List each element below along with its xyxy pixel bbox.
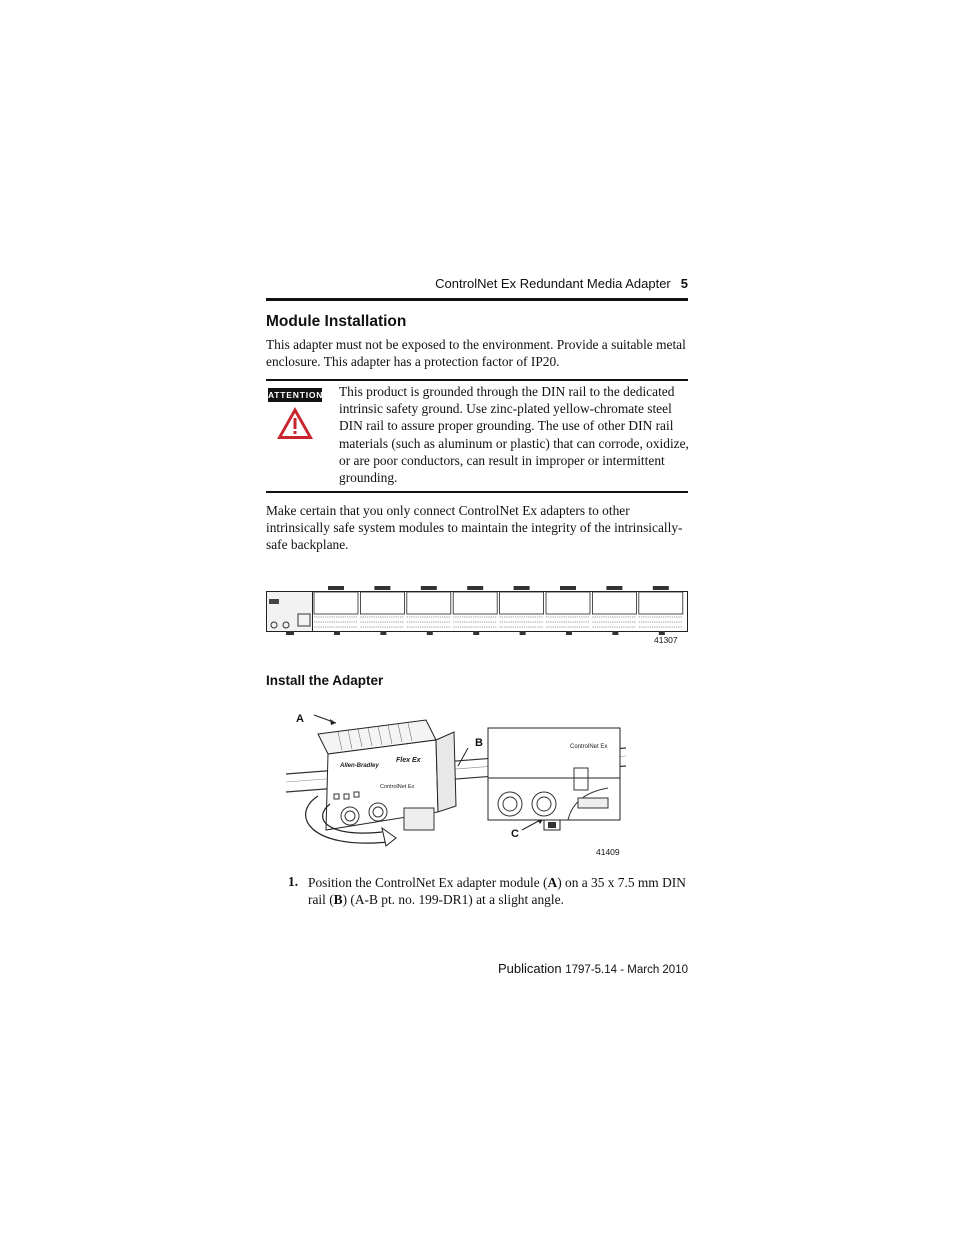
product-label-left: ControlNet Ex — [380, 784, 415, 790]
module-part — [639, 592, 683, 614]
running-header — [420, 276, 688, 291]
module-part — [612, 631, 618, 635]
intro-paragraph: This adapter must not be exposed to the environment. Provide a suitable metal enclosure. This adapter has a protection factor of IP20. — [266, 337, 686, 370]
module-part — [453, 592, 497, 614]
module-part — [606, 586, 622, 590]
module-part — [407, 592, 451, 614]
figure-2-number: 41409 — [596, 847, 620, 857]
flex-ex-label: Flex Ex — [396, 757, 421, 764]
connection-paragraph: Make certain that you only connect ControlNet Ex adapters to other intrinsically safe system modules to maintain the integrity of the intrinsically-safe backplane. — [266, 503, 683, 553]
module-part — [592, 592, 636, 614]
warning-triangle-icon — [276, 406, 314, 440]
module-part — [500, 592, 544, 614]
module-part — [427, 631, 433, 635]
module-part — [473, 631, 479, 635]
brand-label: Allen-Bradley — [340, 763, 379, 769]
callout-c: C — [511, 828, 519, 840]
module-part — [328, 586, 344, 590]
module-part — [314, 592, 358, 614]
section-title: Module Installation — [266, 313, 407, 330]
step-ref-b: B — [333, 892, 343, 908]
page-number: 5 — [680, 276, 688, 291]
module-part — [546, 592, 590, 614]
product-label-right: ControlNet Ex — [570, 744, 608, 750]
module-part — [421, 586, 437, 590]
module-part — [514, 586, 530, 590]
module-part — [560, 586, 576, 590]
attention-bottom-rule — [266, 491, 688, 493]
module-part — [653, 586, 669, 590]
footer-label: Publication — [498, 961, 562, 976]
module-part — [566, 631, 572, 635]
callout-a: A — [296, 713, 304, 725]
backplane-figure — [266, 584, 688, 644]
step-text: Position the ControlNet Ex adapter module (A) on a 35 x 7.5 mm DIN rail (B) (A-B pt. no. 199-DR1) at a slight angle. — [308, 875, 686, 908]
step-ref-a: A — [547, 875, 558, 890]
running-header-title: ControlNet Ex Redundant Media Adapter — [435, 276, 671, 291]
module-part — [380, 631, 386, 635]
module-part — [467, 586, 483, 590]
attention-text: This product is grounded through the DIN rail to the dedicated intrinsic safety ground. Use zinc-plated yellow-chromate steel DIN rail to assure proper grounding. The use of other DIN rail materials (such as aluminum or plastic) that can corrode, oxidize, or are poor conductors, can result in improper or intermittent grounding. — [339, 384, 689, 486]
module-part — [360, 592, 404, 614]
callout-b: B — [475, 737, 483, 749]
subsection-title: Install the Adapter — [266, 673, 384, 688]
attention-badge: ATTENTION — [268, 390, 324, 400]
install-adapter-figure — [278, 712, 628, 862]
step-number: 1. — [288, 874, 299, 889]
header-rule — [266, 298, 688, 301]
module-part — [374, 586, 390, 590]
publication-number: 1797-5.14 - March 2010 — [565, 964, 688, 976]
figure-1-number: 41307 — [654, 635, 678, 645]
module-part — [520, 631, 526, 635]
attention-top-rule — [266, 379, 688, 381]
module-part — [334, 631, 340, 635]
footer — [420, 961, 688, 976]
